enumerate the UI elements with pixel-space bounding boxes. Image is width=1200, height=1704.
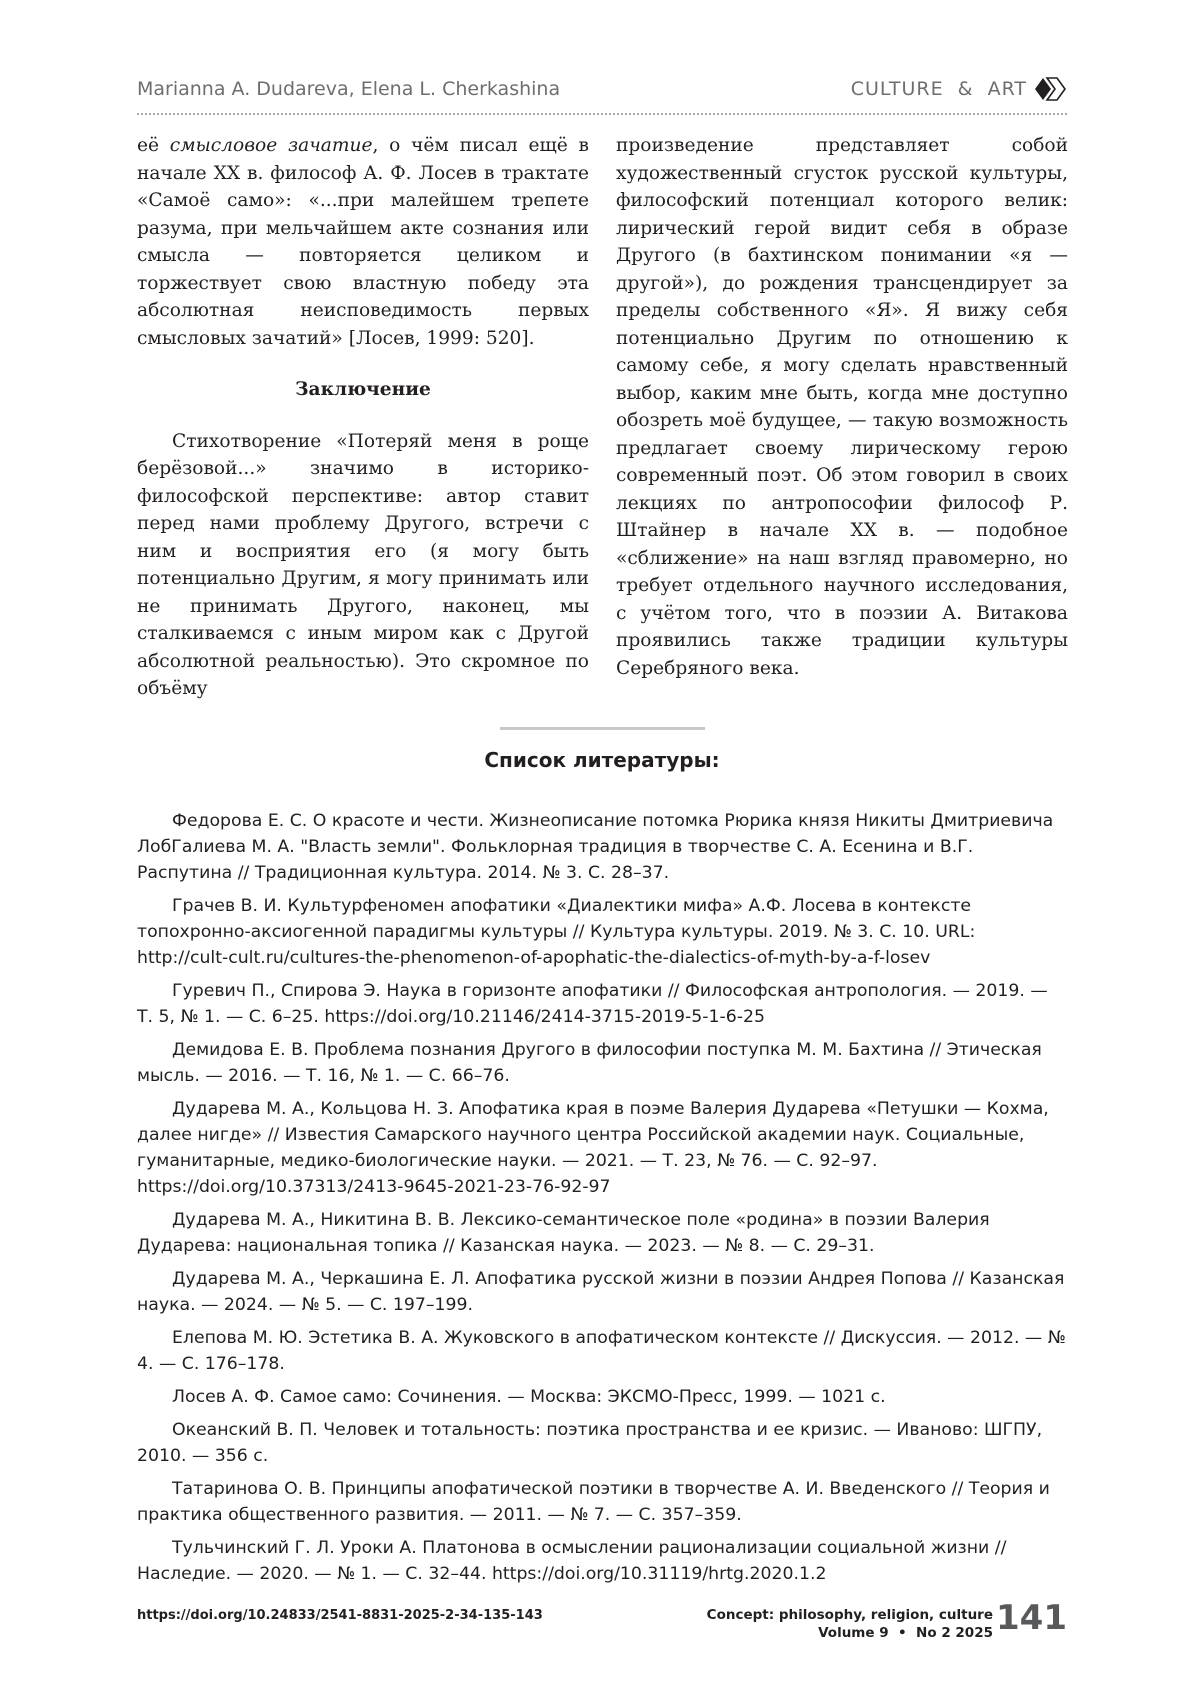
- running-header: [137, 72, 1067, 112]
- right-column: [616, 132, 1068, 682]
- paragraph-conclusion: Стихотворение «Потеряй меня в роще берёзовой...» значимо в историко-философской перспективе: автор ставит перед нами проблему Другого, встречи с ним и восприятия его (я могу быть потенциально Другим, я могу принимать или не принимать Другого, наконец, мы сталкиваемся с иным миром как с Другой абсолютной реальностью). Это скромное по объёму: [137, 430, 589, 699]
- footer-journal-info: [707, 1606, 993, 1642]
- header-section-title: CULTURE & ART: [850, 78, 1027, 100]
- left-column: [137, 132, 589, 703]
- footer-journal-name: Concept: philosophy, religion, culture: [706, 1607, 993, 1623]
- section-divider: [500, 727, 705, 730]
- page-number: 141: [996, 1598, 1067, 1638]
- footer-volume: Volume 9 • No 2 2025: [818, 1625, 993, 1641]
- reference-item: Тульчинский Г. Л. Уроки А. Платонова в осмыслении рационализации социальной жизни // Наследие. — 2020. — № 1. — С. 32–44. https://doi.org/10.31119/hrtg.2020.1.2: [137, 1538, 1007, 1584]
- reference-item: Лосев А. Ф. Самое само: Сочинения. — Москва: ЭКСМО-Пресс, 1999. — 1021 с.: [172, 1387, 886, 1407]
- reference-item: Дударева М. А., Черкашина Е. Л. Апофатика русской жизни в поэзии Андрея Попова // Казанская наука. — 2024. — № 5. — С. 197–199.: [137, 1269, 1065, 1315]
- references-list: [137, 808, 1067, 1594]
- diamond-logo-icon: [1033, 76, 1067, 102]
- paragraph-conclusion-continued: произведение представляет собой художественный сгусток русской культуры, философский потенциал которого велик: лирический герой видит себя в образе Другого (в бахтинском понимании «я — другой»), до рождения трансцендирует за пределы собственного «Я». Я вижу себя потенциально Другим по отношению к самому себе, я могу сделать нравственный выбор, каким мне быть, когда мне доступно обозреть моё будущее, — такую возможность предлагает своему лирическому герою современный поэт. Об этом говорил в своих лекциях по антропософии философ Р. Штайнер в начале XX в. — подобное «сближение» на наш взгляд правомерно, но требует отдельного научного исследования, с учётом того, что в поэзии А. Витакова проявились также традиции культуры Серебряного века.: [616, 135, 1068, 679]
- paragraph-losev-quote: её смысловое зачатие, о чём писал ещё в начале XX в. философ А. Ф. Лосев в трактате «Самоё само»: «...при малейшем трепете разума, при мельчайшем акте сознания или смысла — повторяется целиком и торжествует свою властную победу эта абсолютная неисповедимость первых смысловых зачатий» [Лосев, 1999: 520].: [137, 135, 590, 349]
- reference-item: Грачев В. И. Культурфеномен апофатики «Диалектики мифа» А.Ф. Лосева в контексте топохронно-аксиогенной парадигмы культуры // Культура культуры. 2019. № 3. С. 10. URL: http://cult-cult.ru/cultures-the-phenomenon-of-apophatic-the-dialectics-of-myth-by-a-f-losev: [137, 896, 976, 968]
- reference-item: Елепова М. Ю. Эстетика В. А. Жуковского в апофатическом контексте // Дискуссия. — 2012. — № 4. — С. 176–178.: [137, 1328, 1066, 1374]
- header-dotted-rule: [137, 113, 1067, 115]
- references-title: Список литературы:: [484, 748, 720, 772]
- reference-item: Демидова Е. В. Проблема познания Другого в философии поступка М. М. Бахтина // Этическая мысль. — 2016. — Т. 16, № 1. — С. 66–76.: [137, 1040, 1042, 1086]
- reference-item: Татаринова О. В. Принципы апофатической поэтики в творчестве А. И. Введенского // Теория и практика общественного развития. — 2011. — № 7. — С. 357–359.: [137, 1479, 1050, 1525]
- reference-item: Дударева М. А., Кольцова Н. З. Апофатика края в поэме Валерия Дударева «Петушки — Кохма, далее нигде» // Известия Самарского научного центра Российской академии наук. Социальные, гуманитарные, медико-биологические науки. — 2021. — Т. 23, № 76. — С. 92–97. https://doi.org/10.37313/2413-9645-2021-23-76-92-97: [137, 1099, 1049, 1197]
- italic-term: смысловое зачатие: [169, 135, 373, 156]
- reference-item: Дударева М. А., Никитина В. В. Лексико-семантическое поле «родина» в поэзии Валерия Дударева: национальная топика // Казанская наука. — 2023. — № 8. — С. 29–31.: [137, 1210, 990, 1256]
- reference-item: Гуревич П., Спирова Э. Наука в горизонте апофатики // Философская антропология. — 2019. — Т. 5, № 1. — С. 6–25. https://doi.org/10.21146/2414-3715-2019-5-1-6-25: [137, 981, 1048, 1027]
- footer-doi-link[interactable]: https://doi.org/10.24833/2541-8831-2025-2-34-135-143: [137, 1608, 543, 1623]
- reference-item: Океанский В. П. Человек и тотальность: поэтика пространства и ее кризис. — Иваново: ШГПУ, 2010. — 356 с.: [137, 1420, 1043, 1466]
- reference-item: Федорова Е. С. О красоте и чести. Жизнеописание потомка Рюрика князя Никиты Дмитриевича ЛобГалиева М. А. "Власть земли". Фольклорная традиция в творчестве С. А. Есенина и В.Г. Распутина // Традиционная культура. 2014. № 3. С. 28–37.: [137, 811, 1054, 883]
- conclusion-heading: Заключение: [295, 379, 431, 400]
- header-authors: Marianna A. Dudareva, Elena L. Cherkashina: [137, 78, 561, 100]
